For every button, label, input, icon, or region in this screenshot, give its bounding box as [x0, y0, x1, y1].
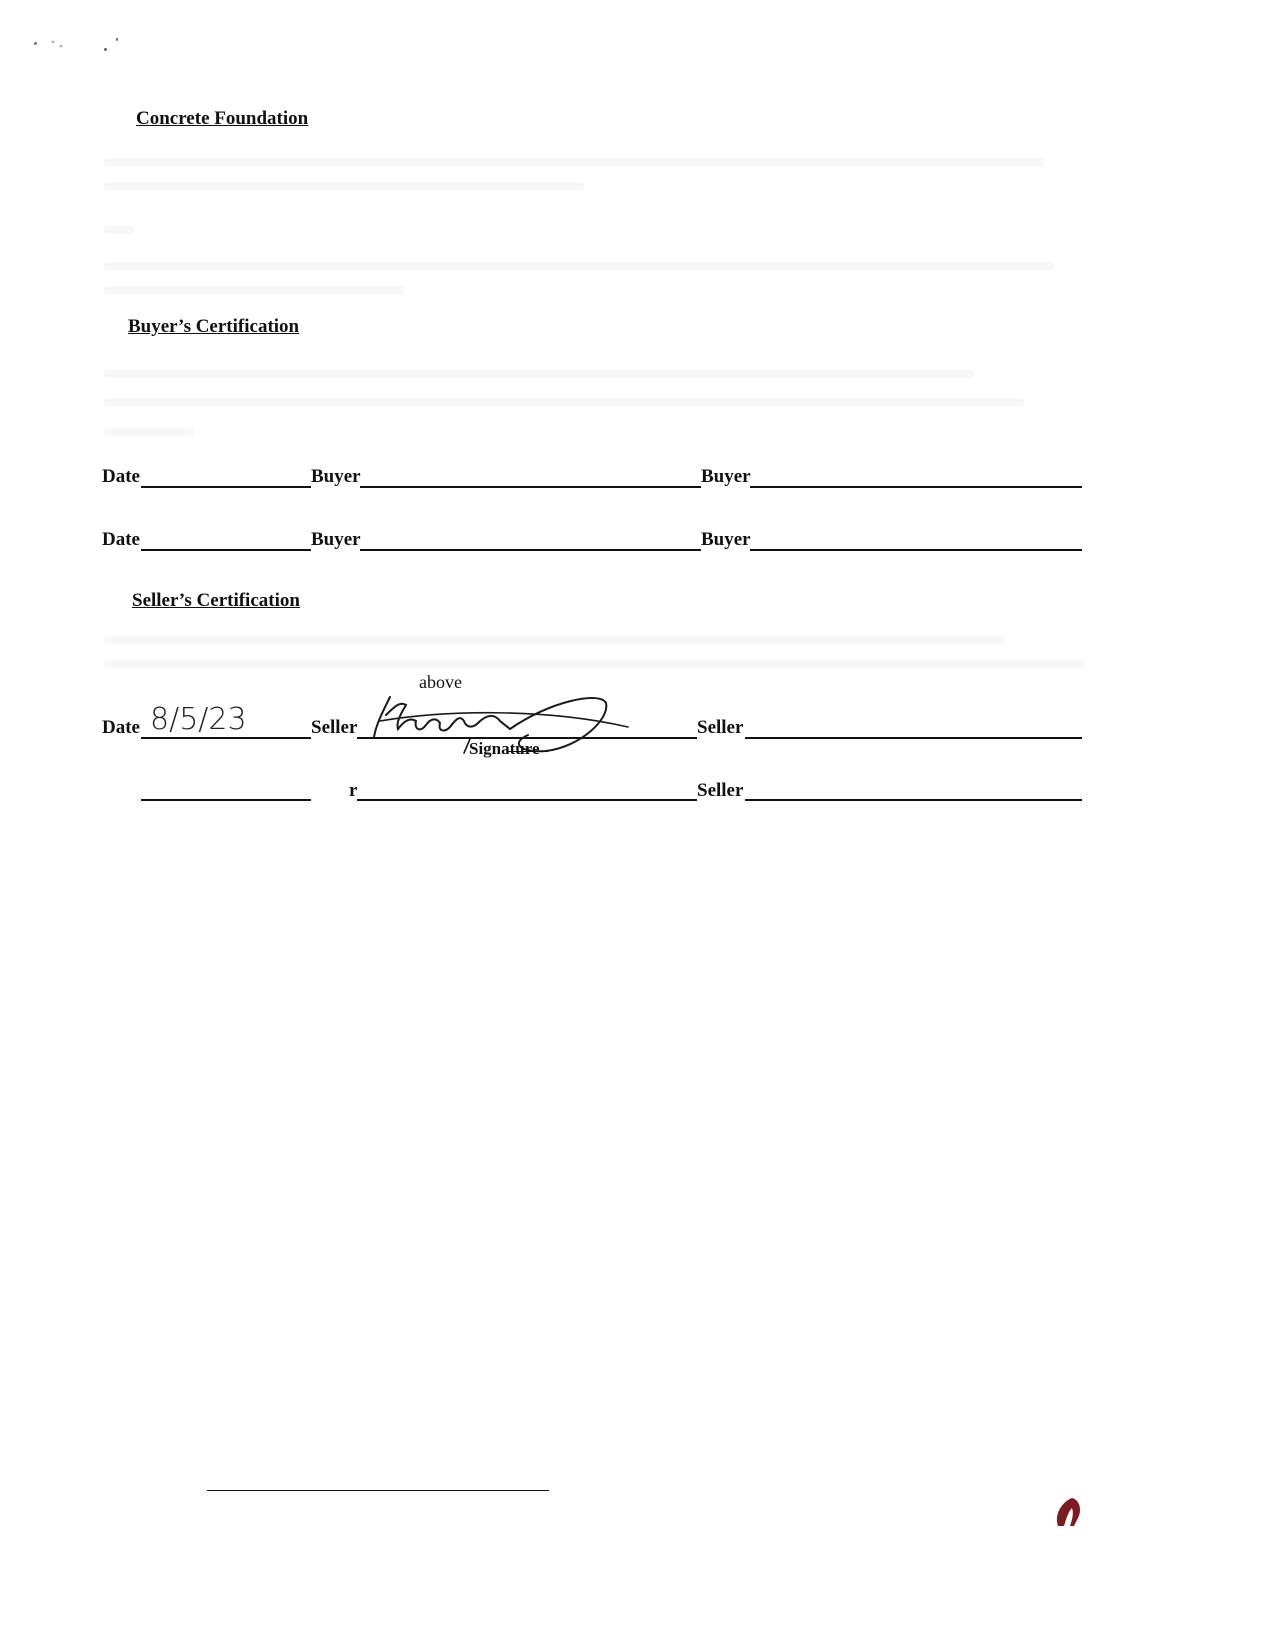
faint-text [104, 226, 134, 234]
flame-logo-icon [1052, 1496, 1084, 1528]
scan-specks [34, 38, 124, 52]
buyer-row1-buyer1-field[interactable] [360, 486, 701, 488]
buyer-row2-date-field[interactable] [141, 549, 311, 551]
buyer-row1-buyer2-field[interactable] [750, 486, 1082, 488]
seller-row1-seller1-label: Seller [311, 717, 358, 738]
faint-text [104, 428, 194, 436]
seller-row1-seller2-field[interactable] [745, 737, 1082, 739]
seller-row1-date-label: Date [102, 717, 140, 738]
buyer-row1-buyer1-label: Buyer [311, 466, 361, 487]
buyer-row2-buyer1-label: Buyer [311, 529, 361, 550]
buyer-row2-buyer2-field[interactable] [750, 549, 1082, 551]
heading-buyers-certification: Buyer’s Certification [128, 316, 300, 337]
faint-text [104, 636, 1004, 644]
above-note: above [419, 672, 462, 692]
seller-row2-seller2-field[interactable] [745, 799, 1082, 801]
buyer-row2-date-label: Date [102, 529, 140, 550]
faint-text [104, 398, 1024, 406]
faint-text [104, 286, 404, 294]
seller-row1-date-value: 8/5/23 [150, 702, 247, 737]
seller-row2-date-field[interactable] [141, 799, 311, 801]
seller-row2-seller2-label: Seller [697, 780, 744, 801]
buyer-row2-buyer1-field[interactable] [360, 549, 701, 551]
seller-row2-seller1-label: r [349, 780, 358, 801]
seller-row1-date-field[interactable] [141, 737, 311, 739]
faint-text [104, 182, 584, 190]
faint-text [104, 660, 1084, 668]
faint-text [104, 158, 1044, 166]
buyer-row1-date-field[interactable] [141, 486, 311, 488]
buyer-row1-date-label: Date [102, 466, 140, 487]
signature-caption-strike [508, 751, 548, 752]
signature-caption: Signature [469, 739, 540, 758]
faint-text [104, 370, 974, 378]
heading-concrete-foundation: Concrete Foundation [136, 108, 309, 129]
buyer-row2-buyer2-label: Buyer [701, 529, 751, 550]
seller-row2-seller1-field[interactable] [357, 799, 697, 801]
faint-text [104, 262, 1054, 270]
footer-line [207, 1490, 549, 1491]
buyer-row1-buyer2-label: Buyer [701, 466, 751, 487]
heading-sellers-certification: Seller’s Certification [132, 590, 300, 611]
seller-row1-seller2-label: Seller [697, 717, 744, 738]
